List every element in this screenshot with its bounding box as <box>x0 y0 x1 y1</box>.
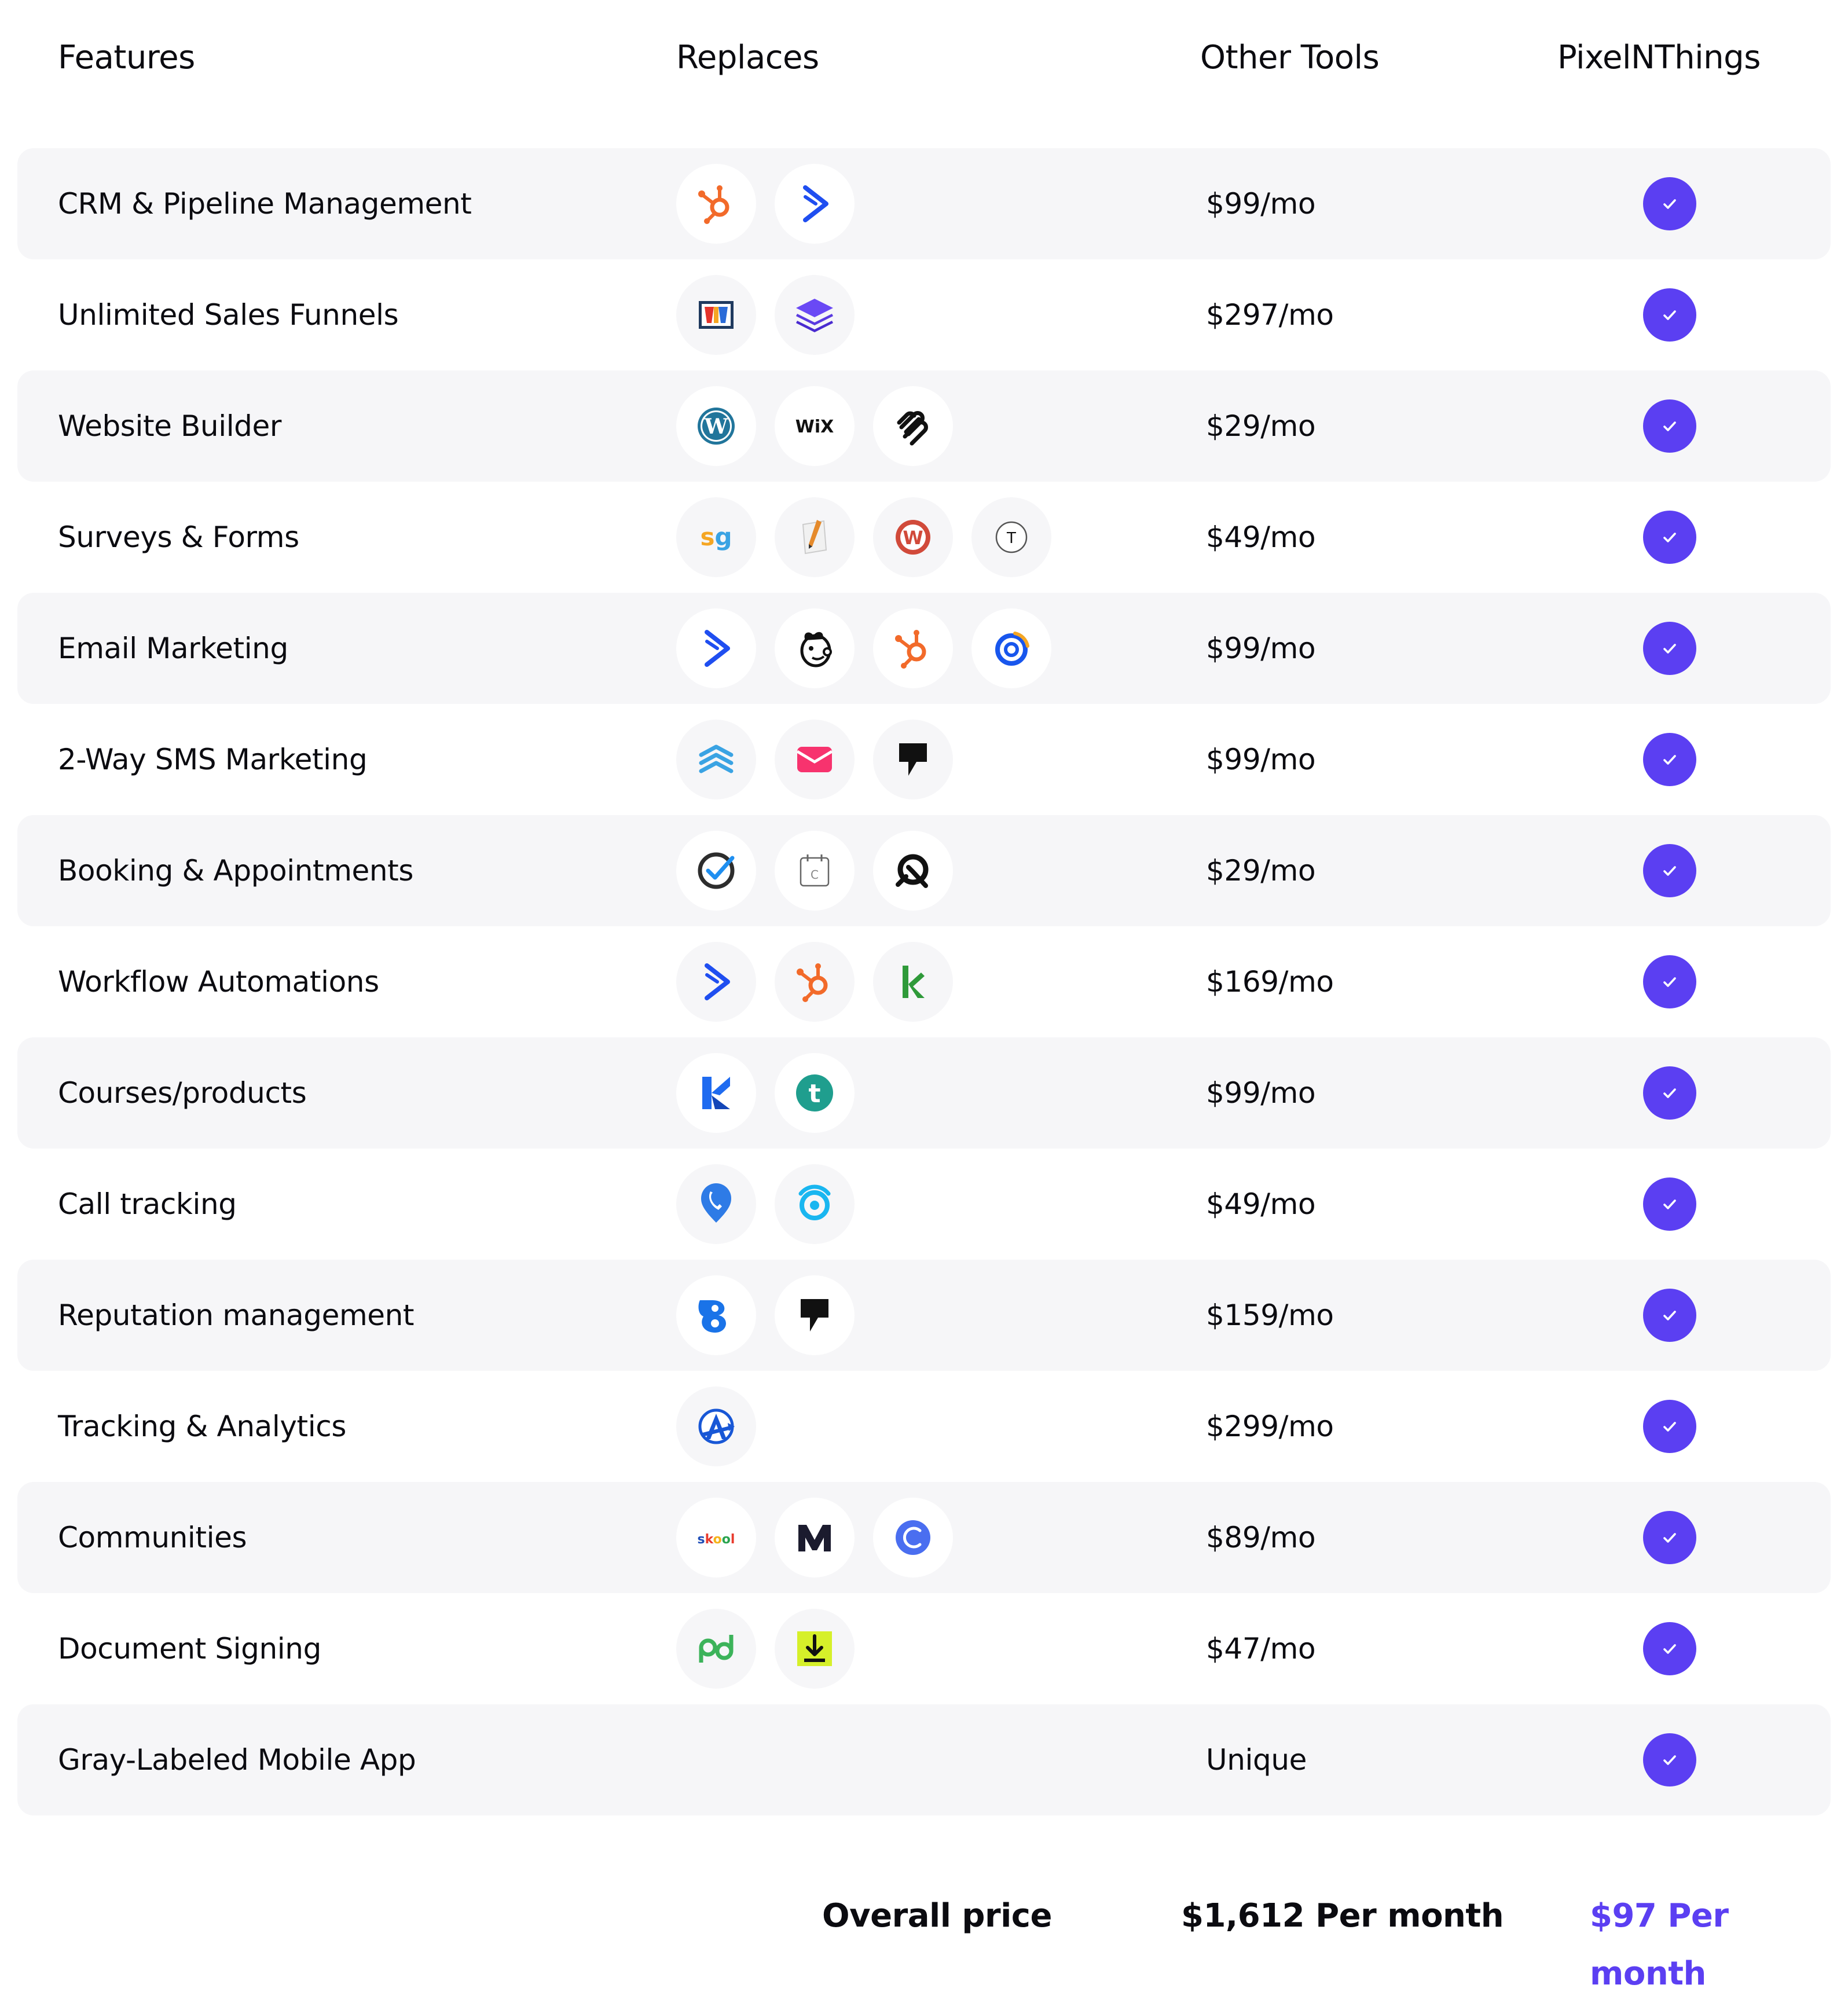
svg-text:t: t <box>808 1079 821 1109</box>
check-icon <box>1643 733 1696 786</box>
replaced-tools <box>676 1275 855 1355</box>
overall-price-label: Overall price <box>822 1897 1052 1935</box>
table-row <box>17 259 1831 370</box>
feature-name: 2-Way SMS Marketing <box>58 743 368 776</box>
other-tools-price: $49/mo <box>1206 520 1316 554</box>
check-icon <box>1643 1289 1696 1342</box>
header-pixelnthings: PixelNThings <box>1557 39 1761 76</box>
pencil-doc-icon <box>775 497 855 577</box>
replaced-tools <box>676 1053 855 1133</box>
check-icon <box>1643 1511 1696 1564</box>
typeform-icon <box>971 497 1051 577</box>
check-icon <box>1643 1622 1696 1675</box>
other-tools-price: $49/mo <box>1206 1187 1316 1221</box>
hubspot-icon <box>676 164 756 244</box>
table-row <box>17 148 1831 259</box>
check-icon <box>1643 955 1696 1008</box>
feature-name: Email Marketing <box>58 632 288 665</box>
table-row <box>17 1593 1831 1704</box>
wufoo-icon <box>873 497 953 577</box>
download-icon <box>775 1609 855 1689</box>
check-icon <box>1643 1400 1696 1453</box>
svg-text:T: T <box>1007 530 1016 547</box>
svg-text:WiX: WiX <box>795 417 834 437</box>
check-icon <box>1643 1733 1696 1786</box>
other-tools-price: $89/mo <box>1206 1521 1316 1554</box>
feature-name: Booking & Appointments <box>58 854 414 887</box>
table-row <box>17 1149 1831 1260</box>
check-icon <box>1643 844 1696 897</box>
feature-name: Surveys & Forms <box>58 520 299 554</box>
clickfunnels-icon <box>676 275 756 355</box>
squarespace-icon <box>873 386 953 466</box>
svg-text:skool: skool <box>697 1532 735 1547</box>
activecampaign-icon <box>775 164 855 244</box>
teachable-icon <box>775 1053 855 1133</box>
replaced-tools <box>676 608 1051 688</box>
feature-name: Tracking & Analytics <box>58 1410 346 1443</box>
header-other-tools: Other Tools <box>1200 39 1380 76</box>
activecampaign-icon <box>676 608 756 688</box>
table-row <box>17 1260 1831 1371</box>
replaced-tools <box>676 164 855 244</box>
pixelnthings-total: $97 Per month <box>1590 1897 1729 1993</box>
replaced-tools <box>676 386 953 466</box>
header-features: Features <box>58 39 195 76</box>
feature-name: Gray-Labeled Mobile App <box>58 1743 416 1777</box>
feature-name: Website Builder <box>58 409 282 443</box>
replaced-tools <box>676 720 953 799</box>
table-row <box>17 593 1831 704</box>
svg-text:C: C <box>811 868 819 882</box>
circle-c-icon <box>873 1498 953 1578</box>
feature-name: Document Signing <box>58 1632 321 1666</box>
other-tools-price: $299/mo <box>1206 1410 1334 1443</box>
table-row <box>17 1482 1831 1593</box>
feature-name: Courses/products <box>58 1076 307 1110</box>
hubspot-icon <box>775 942 855 1022</box>
feature-name: Call tracking <box>58 1187 237 1221</box>
constantcontact-icon <box>971 608 1051 688</box>
replaced-tools <box>676 831 953 911</box>
table-row <box>17 815 1831 926</box>
table-row <box>17 1371 1831 1482</box>
pandadoc-icon <box>676 1609 756 1689</box>
table-row <box>17 926 1831 1037</box>
other-tools-price: $297/mo <box>1206 298 1334 332</box>
other-tools-price: $99/mo <box>1206 187 1316 221</box>
chevrons-up-icon <box>676 720 756 799</box>
ring-icon <box>775 1164 855 1244</box>
check-icon <box>1643 1177 1696 1231</box>
other-tools-price: $99/mo <box>1206 632 1316 665</box>
table-row <box>17 370 1831 482</box>
podium-icon <box>873 720 953 799</box>
check-icon <box>1643 1066 1696 1120</box>
replaced-tools <box>676 1164 855 1244</box>
activecampaign-icon <box>676 942 756 1022</box>
svg-text:W: W <box>704 414 728 439</box>
replaced-tools <box>676 275 855 355</box>
layers-icon <box>775 275 855 355</box>
other-tools-price: $169/mo <box>1206 965 1334 999</box>
check-icon <box>1643 511 1696 564</box>
analytics-a-icon <box>676 1386 756 1466</box>
feature-rows <box>0 148 1848 1815</box>
check-icon <box>1643 288 1696 342</box>
replaced-tools <box>676 1498 953 1578</box>
feature-name: Unlimited Sales Funnels <box>58 298 399 332</box>
mighty-icon <box>775 1498 855 1578</box>
table-row <box>17 482 1831 593</box>
svg-text:W: W <box>903 527 923 549</box>
wix-icon <box>775 386 855 466</box>
podium-icon <box>775 1275 855 1355</box>
other-tools-price: $29/mo <box>1206 854 1316 887</box>
check-icon <box>1643 177 1696 230</box>
wordpress-icon <box>676 386 756 466</box>
replaced-tools <box>676 1609 855 1689</box>
other-tools-price: $47/mo <box>1206 1632 1316 1666</box>
header-replaces: Replaces <box>676 39 819 76</box>
kajabi-icon <box>676 1053 756 1133</box>
table-row <box>17 1037 1831 1149</box>
feature-name: Communities <box>58 1521 247 1554</box>
check-icon <box>1643 622 1696 675</box>
other-tools-price: Unique <box>1206 1743 1307 1777</box>
table-row <box>17 704 1831 815</box>
feature-name: Reputation management <box>58 1298 415 1332</box>
callrail-icon <box>676 1164 756 1244</box>
skool-icon <box>676 1498 756 1578</box>
feature-name: CRM & Pipeline Management <box>58 187 472 221</box>
acuity-icon <box>873 831 953 911</box>
birdeye-icon <box>676 1275 756 1355</box>
envelope-icon <box>775 720 855 799</box>
other-tools-price: $99/mo <box>1206 743 1316 776</box>
check-icon <box>1643 399 1696 453</box>
surveygizmo-icon <box>676 497 756 577</box>
table-row <box>17 1704 1831 1815</box>
keap-icon <box>873 942 953 1022</box>
calendar-icon <box>775 831 855 911</box>
replaced-tools <box>676 942 953 1022</box>
feature-name: Workflow Automations <box>58 965 379 999</box>
replaced-tools <box>676 1386 756 1466</box>
other-tools-price: $99/mo <box>1206 1076 1316 1110</box>
check-circle-icon <box>676 831 756 911</box>
other-tools-price: $29/mo <box>1206 409 1316 443</box>
hubspot-icon <box>873 608 953 688</box>
mailchimp-icon <box>775 608 855 688</box>
other-tools-total: $1,612 Per month <box>1181 1897 1504 1935</box>
other-tools-price: $159/mo <box>1206 1298 1334 1332</box>
svg-text:sg: sg <box>700 523 732 551</box>
replaced-tools <box>676 497 1051 577</box>
